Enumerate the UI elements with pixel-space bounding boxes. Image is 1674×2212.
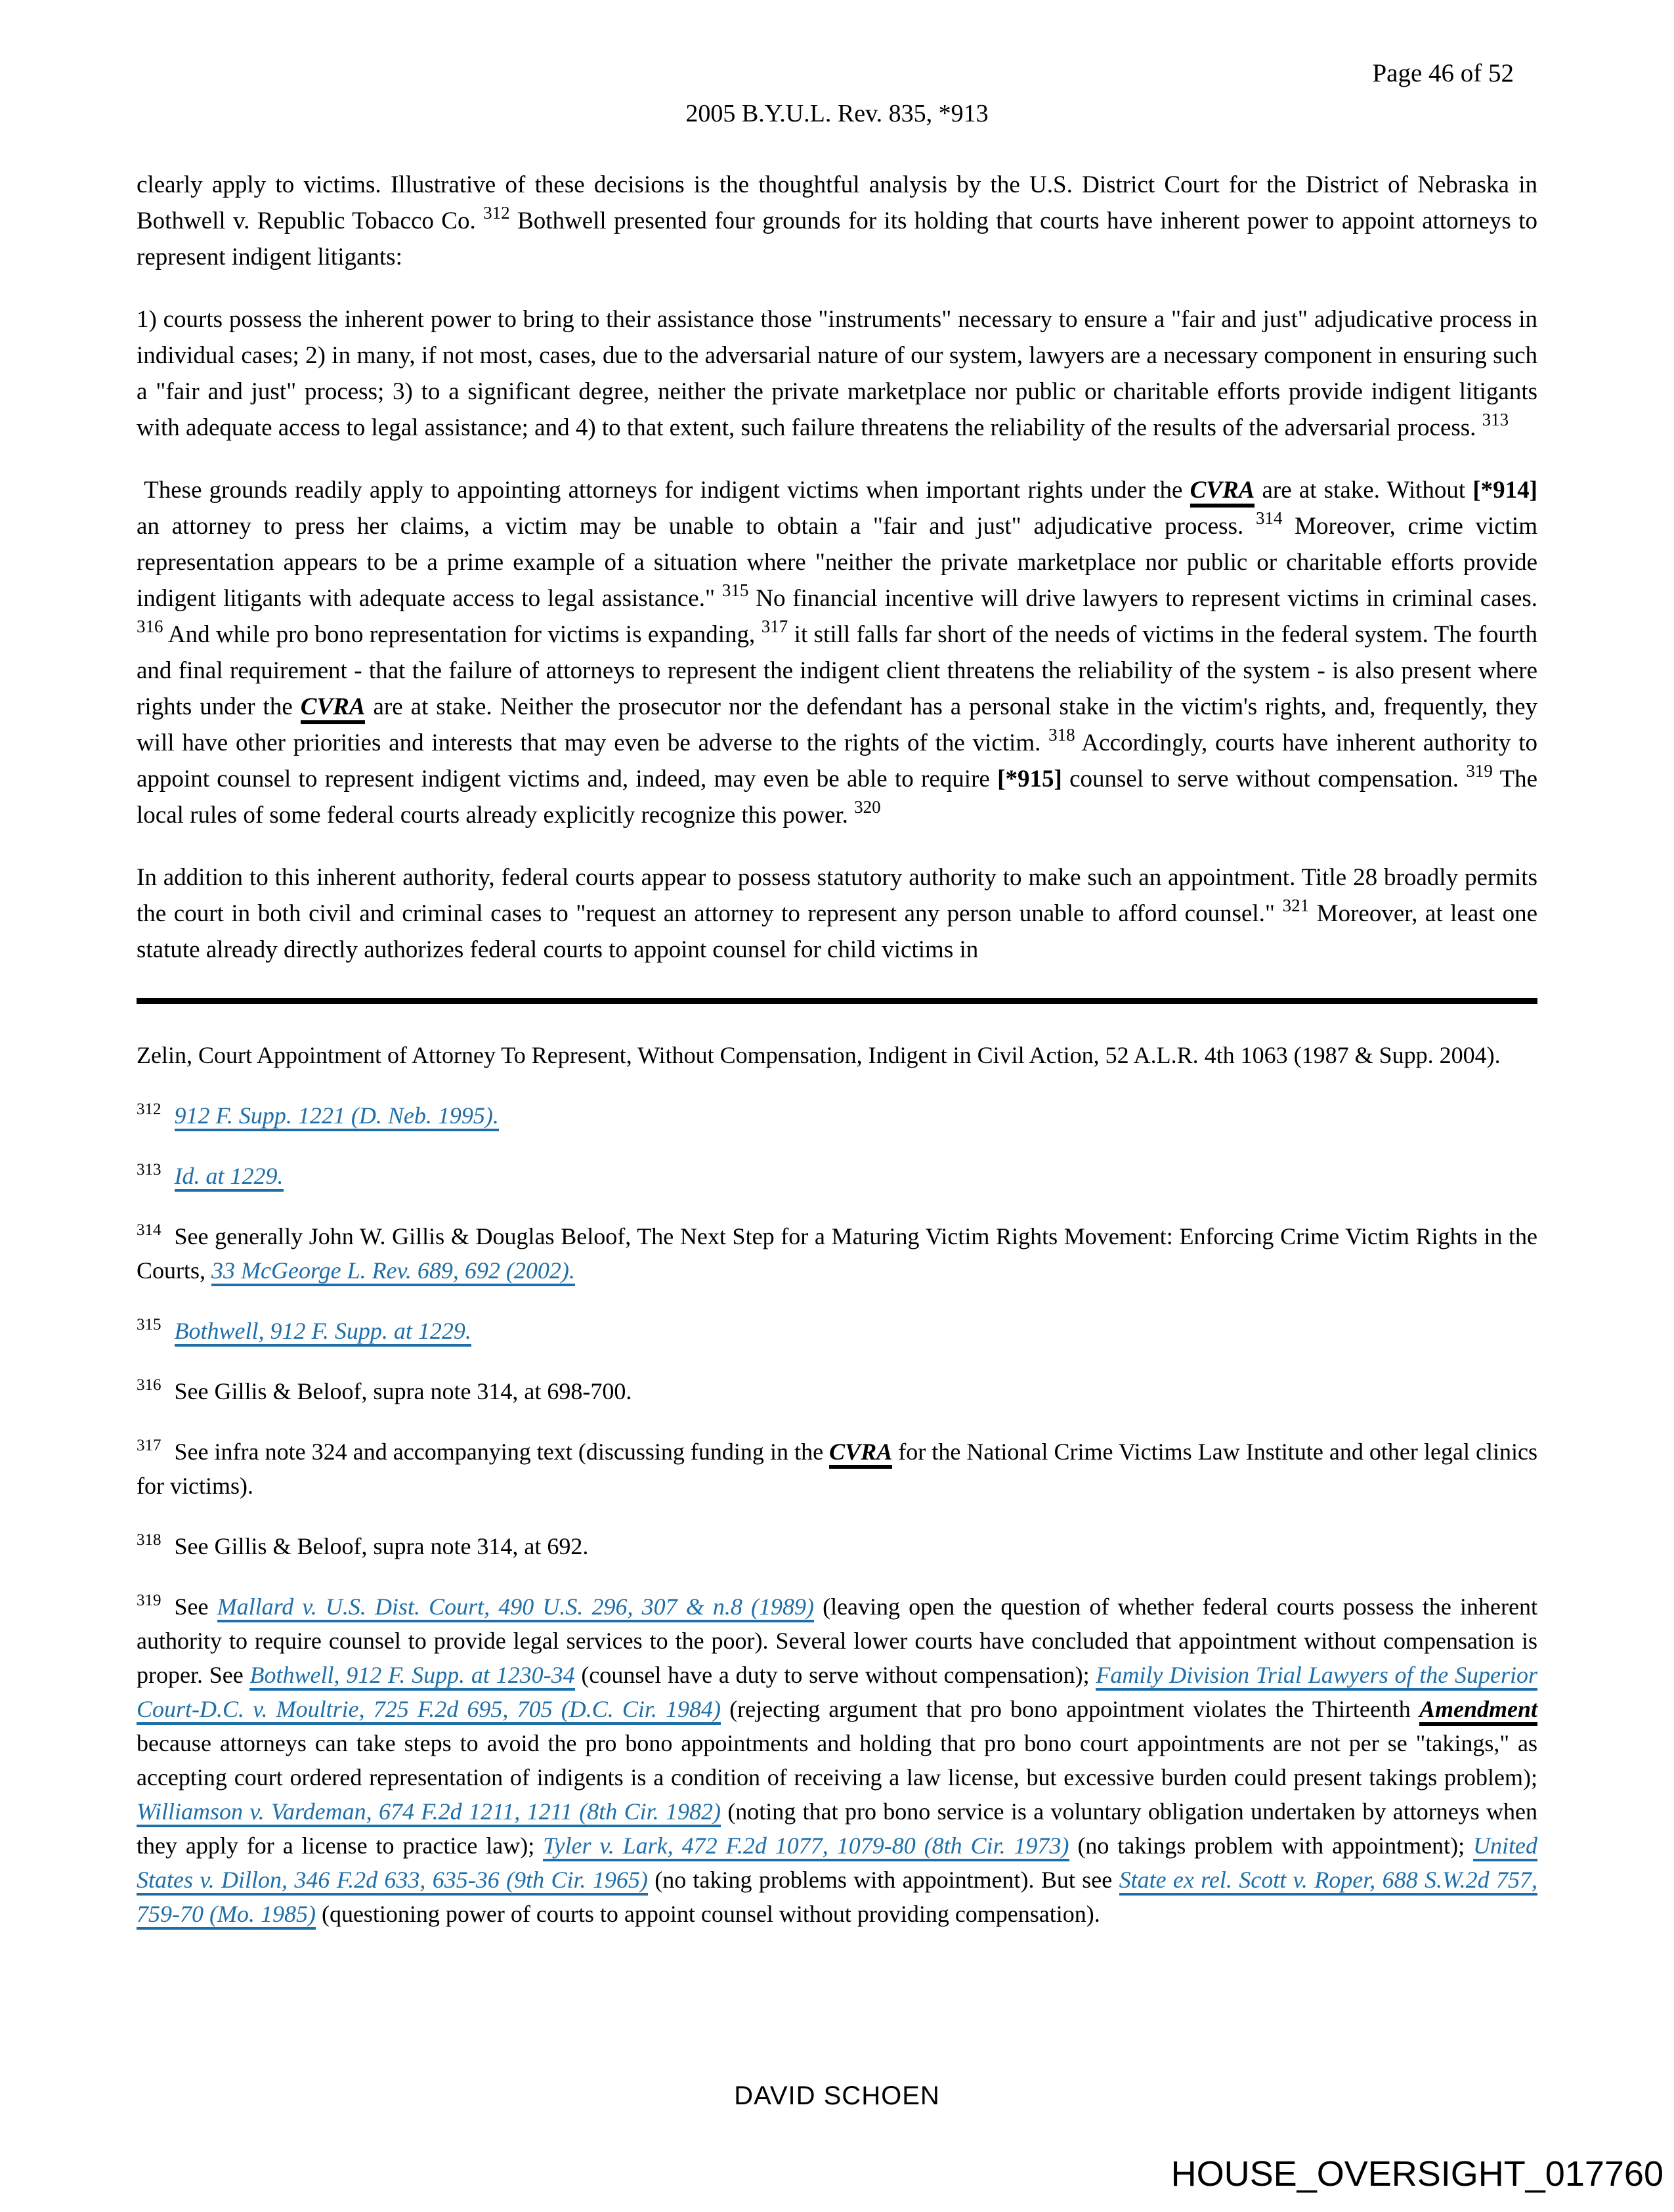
footnote-318: 318 See Gillis & Beloof, supra note 314, at 692. — [137, 1531, 589, 1559]
text-run: clearly apply to victims. Illustrative of these decisions is the thoughtful analysis by the U.S. District Court for the District of Nebraska in Bothwell v. Republic Tobacco Co. — [137, 171, 1537, 234]
footnote-312: 312 912 F. Supp. 1221 (D. Neb. 1995). — [137, 1098, 1537, 1133]
footnote-text — [175, 1318, 471, 1347]
text-run: Moreover, at least one statute already directly authorizes federal courts to appoint counsel for child victims in — [137, 900, 1537, 963]
footnote-text — [175, 1533, 589, 1559]
footnote-reference-313: 313 — [1482, 410, 1509, 429]
footnote-317: 317 See infra note 324 and accompanying text (discussing funding in the CVRA for the National Crime Victims Law Institute and other legal clinics for victims). — [137, 1437, 1537, 1499]
text-run: Moreover, crime victim representation appears to be a prime example of a situation where "neither the private marketplace nor public or charitable efforts provide indigent litigants with adequate access to legal assistance." — [137, 513, 1537, 612]
text-run: are at stake. Without — [1255, 477, 1473, 504]
footnote-reference-315: 315 — [721, 580, 749, 600]
footnote-text — [137, 1223, 1537, 1286]
footnote-continuation — [137, 1038, 1537, 1072]
bates-number: HOUSE_OVERSIGHT_017760 — [1170, 2154, 1663, 2194]
text-run: counsel to serve without compensation. — [1062, 766, 1467, 792]
footnote-text — [175, 1102, 499, 1131]
footnote-text — [137, 1439, 1537, 1499]
footnote-text — [175, 1378, 632, 1404]
emphasized-term: CVRA — [1190, 477, 1255, 508]
text-run: are at stake. Neither the prosecutor nor the defendant has a personal stake in the victim's rights, and, frequently, they will have other priorities and interests that may even be adverse to the rights of the victim. — [137, 693, 1537, 756]
emphasized-term: CVRA — [301, 693, 366, 724]
text-run: (questioning power of courts to appoint counsel without providing compensation). — [315, 1901, 1100, 1927]
text-run: (no takings problem with appointment); — [1069, 1832, 1473, 1859]
footnote-316: 316 See Gillis & Beloof, supra note 314, at 698-700. — [137, 1376, 632, 1404]
citation-link[interactable]: 912 F. Supp. 1221 (D. Neb. 1995). — [175, 1102, 499, 1131]
footnote-text — [137, 1594, 1537, 1930]
footnote-text — [175, 1163, 284, 1192]
text-run: (rejecting argument that pro bono appointment violates the Thirteenth — [721, 1696, 1419, 1722]
text-run: These grounds readily apply to appointing attorneys for indigent victims when important rights under the — [137, 477, 1190, 504]
text-run: No financial incentive will drive lawyers to represent victims in criminal cases. — [748, 585, 1538, 612]
footnote-reference-317: 317 — [761, 617, 788, 636]
text-run: See — [174, 1594, 217, 1620]
page-indicator: Page 46 of 52 — [1372, 59, 1514, 87]
text-run: 1) courts possess the inherent power to bring to their assistance those "instruments" necessary to ensure a "fair and just" adjudicative process in individual cases; 2) in many, if not most, cases, due to the adversarial nature of our system, lawyers are a necessary component in ensuring such a "fair and just" process; 3) to a significant degree, neither the private marketplace nor public or charitable efforts provide indigent litigants with adequate access to legal assistance; and 4) to that extent, such failure threatens the reliability of the results of the adversarial process. — [137, 306, 1537, 441]
text-run: Accordingly, courts have inherent authority to appoint counsel to represent indigent victims and, indeed, may even be able to require — [137, 729, 1537, 792]
text-run: See Gillis & Beloof, supra note 314, at 692. — [174, 1533, 589, 1559]
text-run: (no taking problems with appointment). But see — [647, 1867, 1119, 1893]
text-run: (noting that pro bono service is a voluntary obligation undertaken by attorneys when they apply for a license to practice law); — [137, 1798, 1537, 1859]
footnote-reference-316: 316 — [137, 617, 163, 636]
page-star-marker: [*915] — [997, 766, 1062, 792]
citation-link[interactable]: Bothwell, 912 F. Supp. at 1229. — [175, 1318, 471, 1347]
text-run: And while pro bono representation for victims is expanding, — [163, 621, 762, 648]
footnotes-section — [137, 1038, 1537, 1931]
text-run: (counsel have a duty to serve without compensation); — [574, 1662, 1096, 1688]
body-text — [137, 167, 1537, 968]
citation-link[interactable]: Williamson v. Vardeman, 674 F.2d 1211, 1211 (8th Cir. 1982) — [137, 1798, 721, 1827]
text-run: Bothwell presented four grounds for its holding that courts have inherent power to appoint attorneys to represent indigent litigants: — [137, 207, 1538, 271]
citation-link[interactable]: Mallard v. U.S. Dist. Court, 490 U.S. 296, 307 & n.8 (1989) — [217, 1594, 814, 1622]
footnote-reference-320: 320 — [854, 797, 881, 817]
text-run: because attorneys can take steps to avoid the pro bono appointments and holding that pro bono court appointments are not per se "takings," as accepting court ordered representation of indigents is a condition of receiving a law license, but excessive burden could present takings problem); — [137, 1730, 1537, 1790]
citation-link[interactable]: Family Division Trial Lawyers of the Superior Court-D.C. v. Moultrie, 725 F.2d 695, 705 (D.C. Cir. 1984) — [137, 1662, 1537, 1725]
text-run: for the National Crime Victims Law Institute and other legal clinics for victims). — [137, 1439, 1537, 1499]
body-paragraph-2 — [137, 301, 1537, 446]
text-run: (leaving open the question of whether federal courts possess the inherent authority to require counsel to provide legal services to the poor). Several lower courts have concluded that appointment without compensation is proper. See — [137, 1594, 1537, 1688]
footnote-319: 319 See Mallard v. U.S. Dist. Court, 490 U.S. 296, 307 & n.8 (1989) (leaving open the question of whether federal courts possess the inherent authority to require counsel to provide legal services to the poor). Several lower courts have concluded that appointment without compensation is proper. See Bothwell, 912 F. Supp. at 1230-34 (counsel have a duty to serve without compensation); Family Division Trial Lawyers of the Superior Court-D.C. v. Moultrie, 725 F.2d 695, 705 (D.C. Cir. 1984) (rejecting argument that pro bono appointment violates the Thirteenth Amendment because attorneys can take steps to avoid the pro bono appointments and holding that pro bono court appointments are not per se "takings," as accepting court ordered representation of indigents is a condition of receiving a law license, but excessive burden could present takings problem); Williamson v. Vardeman, 674 F.2d 1211, 1211 (8th Cir. 1982) (noting that pro bono service is a voluntary obligation undertaken by attorneys when they apply for a license to practice law); Tyler v. Lark, 472 F.2d 1077, 1079-80 (8th Cir. 1973) (no takings problem with appointment); United States v. Dillon, 346 F.2d 633, 635-36 (9th Cir. 1965) (no taking problems with appointment). But see State ex rel. Scott v. Roper, 688 S.W.2d 757, 759-70 (Mo. 1985) (questioning power of courts to appoint counsel without providing compensation). — [137, 1590, 1537, 1931]
document-footer-name: DAVID SCHOEN — [734, 2081, 940, 2110]
footnote-reference-318: 318 — [1048, 725, 1075, 745]
text-run: Zelin, Court Appointment of Attorney To Represent, Without Compensation, Indigent in Civil Action, 52 A.L.R. 4th 1063 (1987 & Supp. 2004). — [137, 1042, 1501, 1068]
citation-link[interactable]: United States v. Dillon, 346 F.2d 633, 635-36 (9th Cir. 1965) — [137, 1832, 1537, 1896]
body-paragraph-3 — [137, 472, 1537, 833]
footnote-314: 314 See generally John W. Gillis & Douglas Beloof, The Next Step for a Maturing Victim Rights Movement: Enforcing Crime Victim Rights in the Courts, 33 McGeorge L. Rev. 689, 692 (2002). — [137, 1219, 1537, 1288]
footnote-reference-312: 312 — [483, 203, 510, 223]
body-paragraph-4 — [137, 859, 1537, 968]
footnote-315: 315 Bothwell, 912 F. Supp. at 1229. — [137, 1314, 1537, 1348]
citation-link[interactable]: Tyler v. Lark, 472 F.2d 1077, 1079-80 (8th Cir. 1973) — [543, 1832, 1069, 1861]
text-run: See generally John W. Gillis & Douglas Beloof, The Next Step for a Maturing Victim Rights Movement: Enforcing Crime Victim Rights in the Courts, — [137, 1223, 1537, 1284]
text-run: See infra note 324 and accompanying text (discussing funding in the — [174, 1439, 830, 1465]
citation-link[interactable]: Id. at 1229. — [175, 1163, 284, 1192]
footnote-separator-rule — [137, 998, 1537, 1004]
citation-link[interactable]: State ex rel. Scott v. Roper, 688 S.W.2d 757, 759-70 (Mo. 1985) — [137, 1867, 1537, 1930]
page-star-marker: [*914] — [1472, 477, 1537, 504]
footnote-reference-314: 314 — [1255, 508, 1283, 528]
text-run: The local rules of some federal courts already explicitly recognize this power. — [137, 766, 1538, 829]
citation-header: 2005 B.Y.U.L. Rev. 835, *913 — [685, 100, 989, 127]
body-paragraph-1 — [137, 167, 1537, 275]
text-run: In addition to this inherent authority, federal courts appear to possess statutory authority to make such an appointment. Title 28 broadly permits the court in both civil and criminal cases to "request an attorney to represent any person unable to afford counsel." — [137, 864, 1537, 927]
emphasized-term: Amendment — [1419, 1696, 1537, 1726]
text-run: an attorney to press her claims, a victim may be unable to obtain a "fair and just" adjudicative process. — [137, 513, 1256, 540]
footnote-reference-319: 319 — [1466, 761, 1493, 781]
footnote-reference-321: 321 — [1282, 896, 1310, 915]
text-run: it still falls far short of the needs of victims in the federal system. The fourth and final requirement - that the failure of attorneys to represent the indigent client threatens the reliability of the system - is also present where rights under the — [137, 621, 1537, 720]
footnote-313: 313 Id. at 1229. — [137, 1159, 1537, 1193]
emphasized-term: CVRA — [829, 1439, 892, 1469]
citation-link[interactable]: Bothwell, 912 F. Supp. at 1230-34 — [249, 1662, 574, 1691]
text-run: See Gillis & Beloof, supra note 314, at 698-700. — [174, 1378, 632, 1404]
citation-link[interactable]: 33 McGeorge L. Rev. 689, 692 (2002). — [211, 1257, 575, 1286]
